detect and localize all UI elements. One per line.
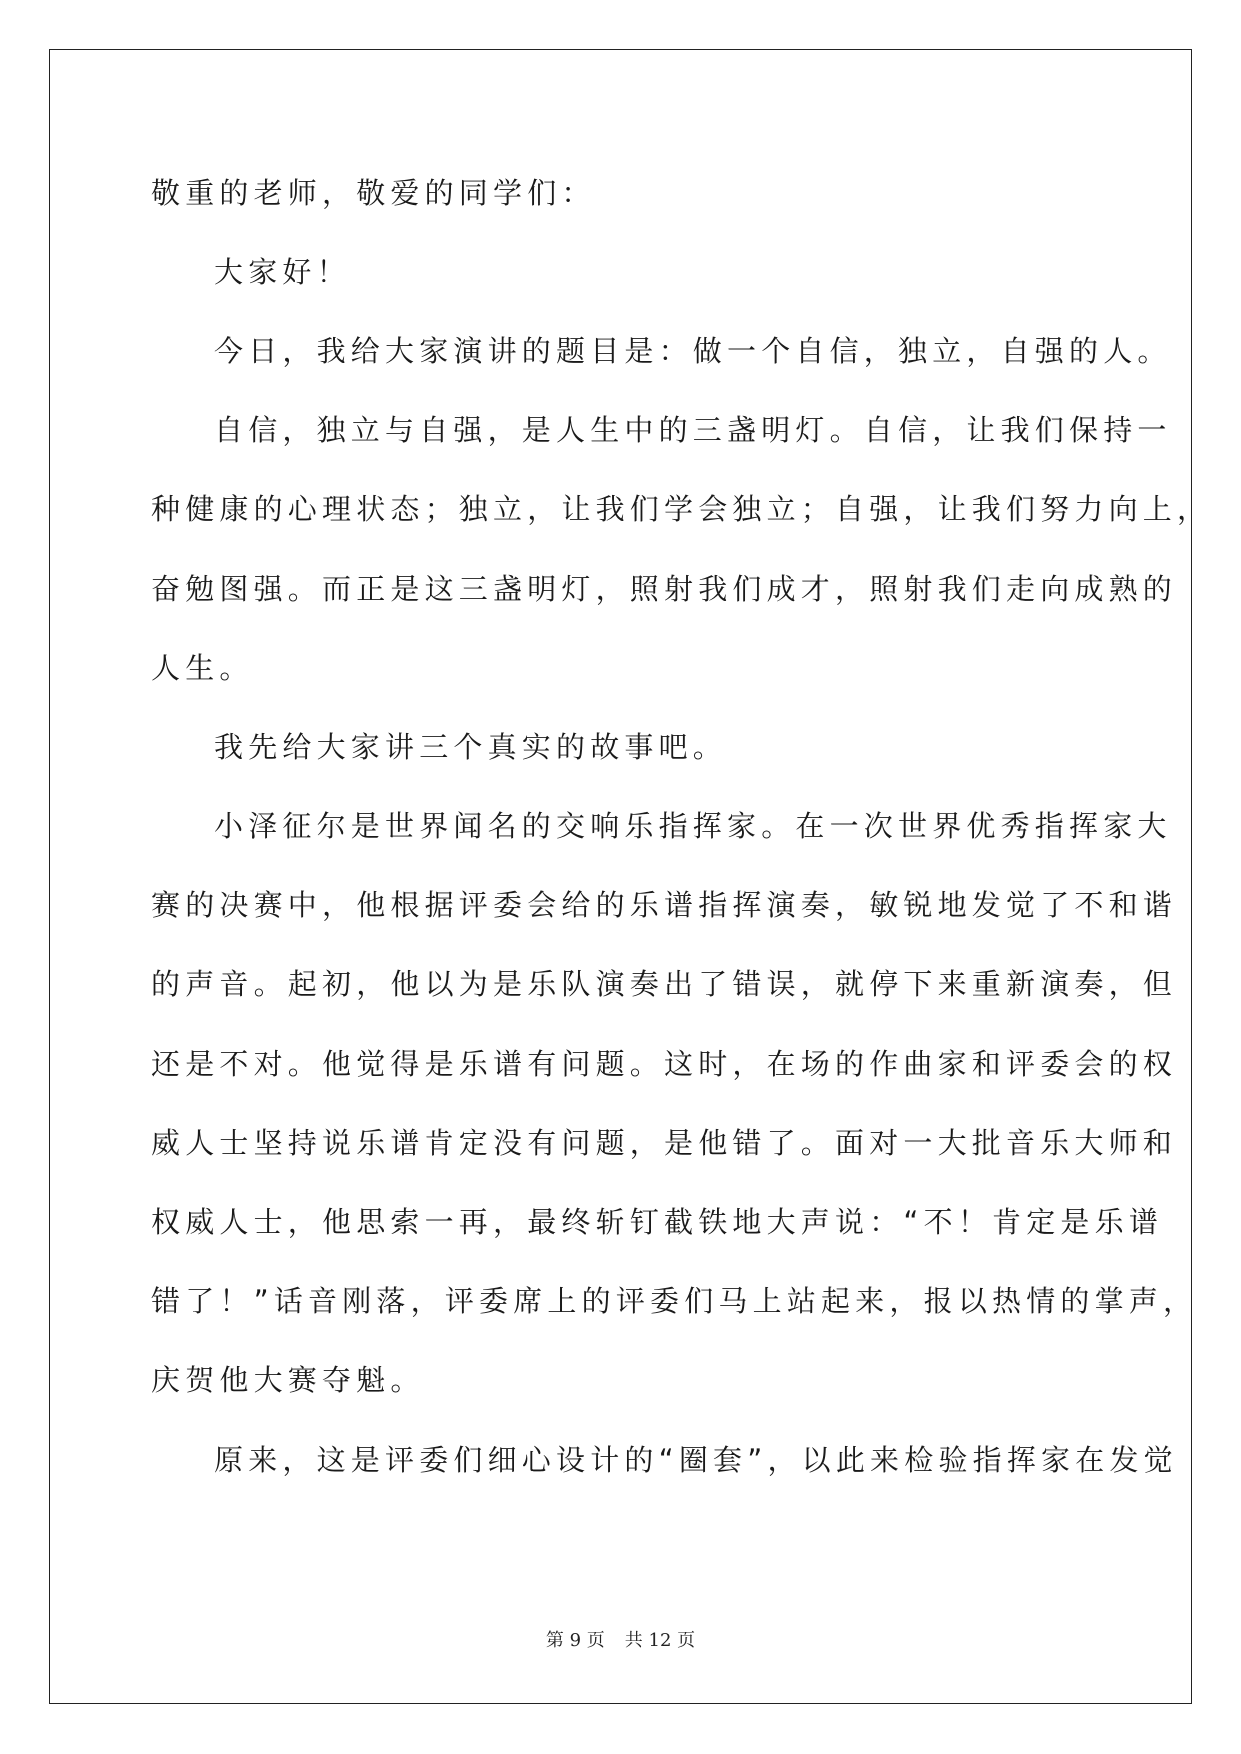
page-total: 共 12 页 [624,1630,696,1651]
text-line: 奋勉图强。而正是这三盏明灯，照射我们成才，照射我们走向成熟的 [151,572,1178,606]
text-line: 小泽征尔是世界闻名的交响乐指挥家。在一次世界优秀指挥家大 [214,809,1172,843]
text-line: 人生。 [151,651,254,685]
text-line: 原来，这是评委们细心设计的“圈套”，以此来检验指挥家在发觉 [214,1443,1178,1477]
text-line: 种健康的心理状态；独立，让我们学会独立；自强，让我们努力向上， [151,492,1212,526]
text-line: 权威人士，他思索一再，最终斩钉截铁地大声说：“不！肯定是乐谱 [151,1205,1164,1239]
text-line: 威人士坚持说乐谱肯定没有问题，是他错了。面对一大批音乐大师和 [151,1126,1178,1160]
text-line: 还是不对。他觉得是乐谱有问题。这时，在场的作曲家和评委会的权 [151,1047,1178,1081]
text-line: 错了！”话音刚落，评委席上的评委们马上站起来，报以热情的掌声， [151,1284,1198,1318]
greeting-line: 大家好！ [214,255,351,289]
page-footer [0,1629,1241,1653]
page-number: 第 9 页 [545,1630,605,1651]
text-line: 庆贺他大赛夺魁。 [151,1363,425,1397]
text-line: 赛的决赛中，他根据评委会给的乐谱指挥演奏，敏锐地发觉了不和谐 [151,888,1178,922]
text-line: 今日，我给大家演讲的题目是：做一个自信，独立，自强的人。 [214,334,1172,368]
text-line: 我先给大家讲三个真实的故事吧。 [214,730,728,764]
salutation-line: 敬重的老师，敬爱的同学们： [151,176,596,210]
text-line: 的声音。起初，他以为是乐队演奏出了错误，就停下来重新演奏，但 [151,967,1178,1001]
text-line: 自信，独立与自强，是人生中的三盏明灯。自信，让我们保持一 [214,413,1172,447]
